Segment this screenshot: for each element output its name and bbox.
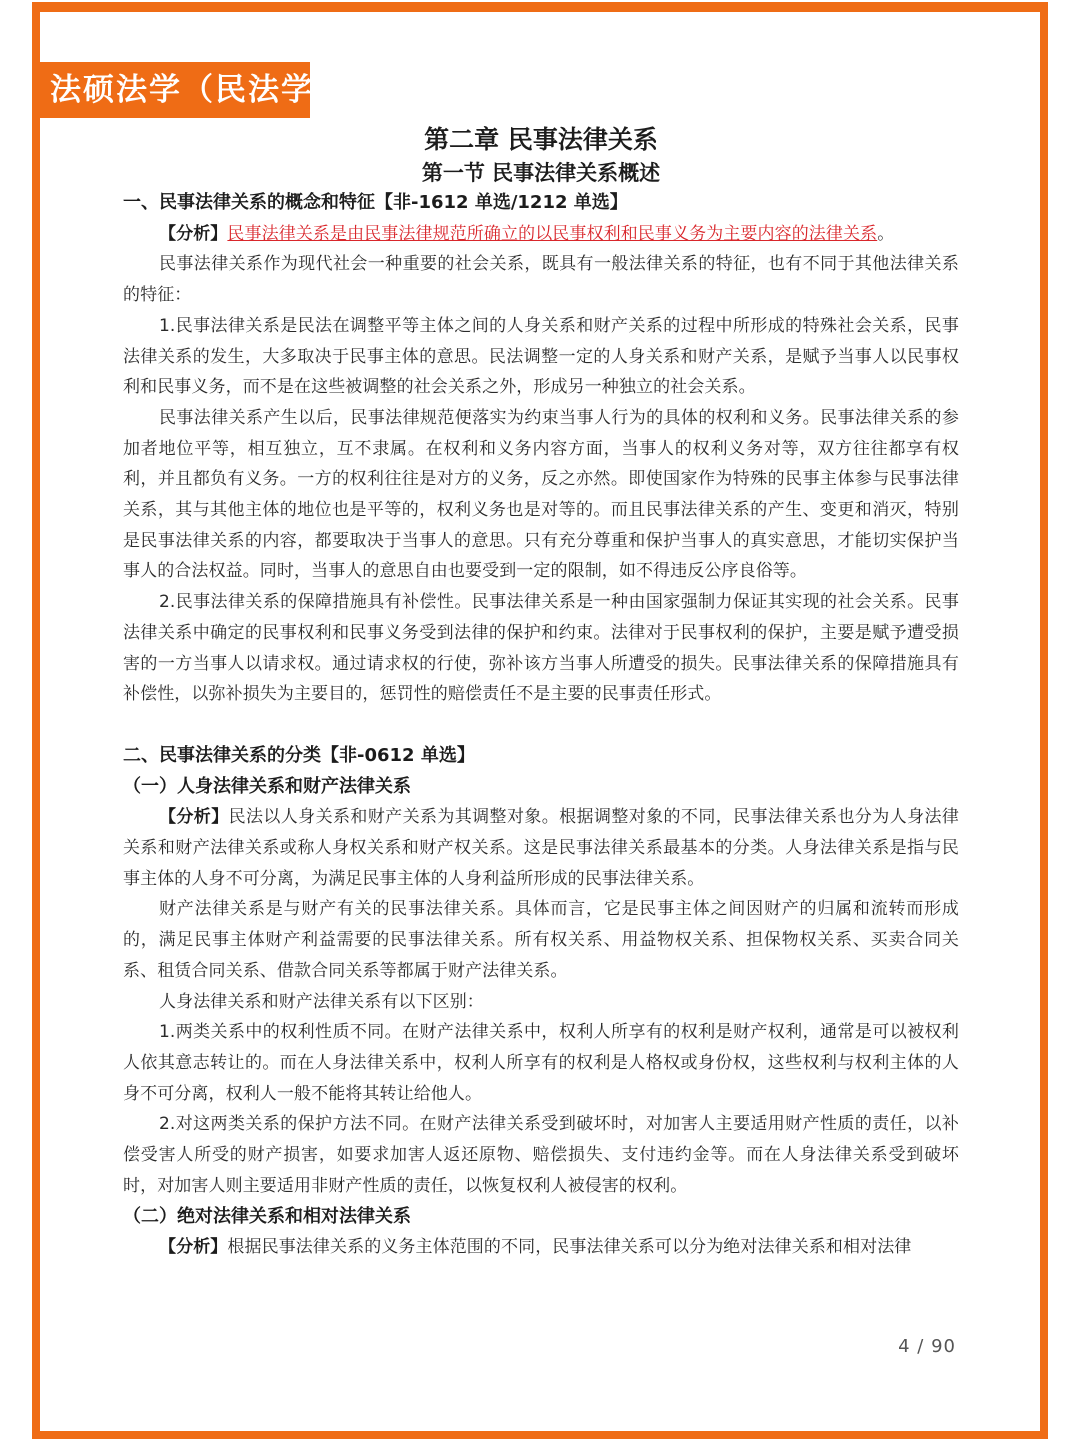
paragraph: 1.两类关系中的权利性质不同。在财产法律关系中，权利人所享有的权利是财产权利，通常是可以被权利人依其意志转让的。而在人身法律关系中，权利人所享有的权利是人格权或身份权，这些权利与权利主体的人身不可分离，权利人一般不能将其转让给他人。 [123, 1022, 959, 1104]
analysis-tag: 【分析】 [159, 1237, 228, 1258]
definition-highlight: 民事法律关系是由民事法律规范所确立的以民事权利和民事义务为主要内容的法律关系 [227, 223, 878, 244]
page-number: 4 / 90 [898, 1336, 956, 1357]
paragraph: 2.对这两类关系的保护方法不同。在财产法律关系受到破坏时，对加害人主要适用财产性质的责任，以补偿受害人所受的财产损害，如要求加害人返还原物、赔偿损失、支付违约金等。而在人身法律关系受到破坏时，对加害人则主要适用非财产性质的责任，以恢复权利人被侵害的权利。 [123, 1114, 959, 1196]
paragraph-analysis [123, 802, 959, 894]
analysis-text: 根据民事法律关系的义务主体范围的不同，民事法律关系可以分为绝对法律关系和相对法律 [227, 1237, 912, 1258]
paragraph: 财产法律关系是与财产有关的民事法律关系。具体而言，它是民事主体之间因财产的归属和流转而形成的，满足民事主体财产利益需要的民事法律关系。所有权关系、用益物权关系、担保物权关系、买卖合同关系、租赁合同关系、借款合同关系等都属于财产法律关系。 [123, 899, 959, 981]
subheading-2a: （一）人身法律关系和财产法律关系 [123, 775, 411, 797]
paragraph-analysis [123, 1232, 959, 1263]
paragraph: 民事法律关系产生以后，民事法律规范便落实为约束当事人行为的具体的权利和义务。民事法律关系的参加者地位平等，相互独立，互不隶属。在权利和义务内容方面，当事人的权利义务对等，双方往往都享有权利，并且都负有义务。一方的权利往往是对方的义务，反之亦然。即使国家作为特殊的民事主体参与民事法律关系，其与其他主体的地位也是平等的，权利义务也是对等的。而且民事法律关系的产生、变更和消灭，特别是民事法律关系的内容，都要取决于当事人的意思。只有充分尊重和保护当事人的真实意思，才能切实保护当事人的合法权益。同时，当事人的意思自由也要受到一定的限制，如不得违反公序良俗等。 [123, 407, 959, 582]
section-title: 第一节 民事法律关系概述 [421, 161, 661, 185]
heading-2: 二、民事法律关系的分类【非-0612 单选】 [123, 744, 475, 766]
paragraph-definition [123, 219, 959, 250]
analysis-tag: 【分析】 [159, 223, 228, 244]
period: 。 [877, 223, 895, 244]
subheading-2b: （二）绝对法律关系和相对法律关系 [123, 1205, 411, 1227]
heading-1: 一、民事法律关系的概念和特征【非-1612 单选/1212 单选】 [123, 192, 628, 213]
paragraph: 2.民事法律关系的保障措施具有补偿性。民事法律关系是一种由国家强制力保证其实现的社会关系。民事法律关系中确定的民事权利和民事义务受到法律的保护和约束。法律对于民事权利的保护，主要是赋予遭受损害的一方当事人以请求权。通过请求权的行使，弥补该方当事人所遭受的损失。民事法律关系的保障措施具有补偿性，以弥补损失为主要目的，惩罚性的赔偿责任不是主要的民事责任形式。 [123, 592, 959, 705]
analysis-tag: 【分析】 [159, 807, 229, 828]
chapter-title: 第二章 民事法律关系 [424, 125, 658, 154]
header-label: 法硕法学（民法学） [40, 62, 310, 118]
analysis-text: 民法以人身关系和财产关系为其调整对象。根据调整对象的不同，民事法律关系也分为人身法律关系和财产法律关系或称人身权关系和财产权关系。这是民事法律关系最基本的分类。人身法律关系是指与民事主体的人身不可分离，为满足民事主体的人身利益所形成的民事法律关系。 [123, 807, 959, 889]
spacer [123, 710, 959, 741]
paragraph: 人身法律关系和财产法律关系有以下区别： [159, 991, 484, 1012]
document-body [123, 122, 959, 1263]
paragraph: 民事法律关系作为现代社会一种重要的社会关系，既具有一般法律关系的特征，也有不同于其他法律关系的特征： [123, 254, 959, 306]
paragraph: 1.民事法律关系是民法在调整平等主体之间的人身关系和财产关系的过程中所形成的特殊社会关系，民事法律关系的发生，大多取决于民事主体的意思。民法调整一定的人身关系和财产关系，是赋予当事人以民事权利和民事义务，而不是在这些被调整的社会关系之外，形成另一种独立的社会关系。 [123, 315, 959, 398]
